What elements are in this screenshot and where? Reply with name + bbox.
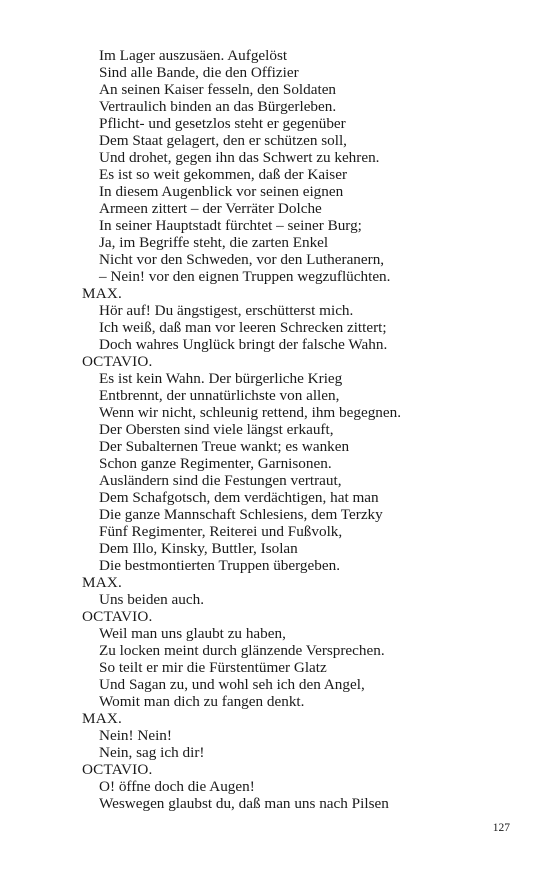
verse-line: Uns beiden auch. (99, 591, 205, 608)
verse-line: Dem Illo, Kinsky, Buttler, Isolan (99, 540, 298, 557)
verse-line: In seiner Hauptstadt fürchtet – seiner Burg; (99, 217, 362, 234)
verse-line: Dem Schafgotsch, dem verdächtigen, hat man (99, 489, 379, 506)
verse-line: An seinen Kaiser fesseln, den Soldaten (99, 81, 337, 98)
speaker-name: OCTAVIO. (82, 608, 153, 625)
verse-line: Fünf Regimenter, Reiterei und Fußvolk, (99, 523, 343, 540)
verse-line: Und Sagan zu, und wohl seh ich den Angel, (99, 676, 365, 693)
speaker-name: MAX. (82, 574, 123, 591)
page-number: 127 (492, 822, 510, 834)
play-text (82, 47, 522, 812)
verse-line: Nein! Nein! (99, 727, 172, 744)
verse-line: Zu locken meint durch glänzende Versprechen. (99, 642, 385, 659)
verse-line: Ausländern sind die Festungen vertraut, (99, 472, 342, 489)
verse-line: Wenn wir nicht, schleunig rettend, ihm begegnen. (99, 404, 402, 421)
verse-line: Weil man uns glaubt zu haben, (99, 625, 286, 642)
verse-line: – Nein! vor den eignen Truppen wegzuflüchten. (99, 268, 391, 285)
verse-line: Der Obersten sind viele längst erkauft, (99, 421, 334, 438)
verse-line: Und drohet, gegen ihn das Schwert zu kehren. (99, 149, 380, 166)
verse-line: Die ganze Mannschaft Schlesiens, dem Terzky (99, 506, 383, 523)
verse-line: Pflicht- und gesetzlos steht er gegenüber (99, 115, 346, 132)
verse-line: Dem Staat gelagert, den er schützen soll, (99, 132, 347, 149)
verse-line: Sind alle Bande, die den Offizier (99, 64, 299, 81)
verse-line: Schon ganze Regimenter, Garnisonen. (99, 455, 332, 472)
verse-line: Es ist kein Wahn. Der bürgerliche Krieg (99, 370, 343, 387)
verse-line: Womit man dich zu fangen denkt. (99, 693, 305, 710)
verse-line: Ich weiß, daß man vor leeren Schrecken zittert; (99, 319, 387, 336)
speaker-name: OCTAVIO. (82, 353, 153, 370)
verse-line: Nicht vor den Schweden, vor den Lutheranern, (99, 251, 385, 268)
verse-line: Der Subalternen Treue wankt; es wanken (99, 438, 350, 455)
verse-line: Die bestmontierten Truppen übergeben. (99, 557, 340, 574)
verse-line: O! öffne doch die Augen! (99, 778, 255, 795)
speaker-name: MAX. (82, 710, 123, 727)
speaker-name: MAX. (82, 285, 123, 302)
verse-line: Nein, sag ich dir! (99, 744, 205, 761)
verse-line: Im Lager auszusäen. Aufgelöst (99, 47, 288, 64)
verse-line: So teilt er mir die Fürstentümer Glatz (99, 659, 327, 676)
verse-line: In diesem Augenblick vor seinen eignen (99, 183, 344, 200)
verse-line: Armeen zittert – der Verräter Dolche (99, 200, 322, 217)
verse-line: Es ist so weit gekommen, daß der Kaiser (99, 166, 348, 183)
verse-line: Ja, im Begriffe steht, die zarten Enkel (99, 234, 329, 251)
verse-line: Entbrennt, der unnatürlichste von allen, (99, 387, 340, 404)
verse-line: Weswegen glaubst du, daß man uns nach Pilsen (99, 795, 389, 812)
speaker-name: OCTAVIO. (82, 761, 153, 778)
verse-line: Doch wahres Unglück bringt der falsche Wahn. (99, 336, 388, 353)
verse-line: Hör auf! Du ängstigest, erschütterst mich. (99, 302, 354, 319)
verse-line: Vertraulich binden an das Bürgerleben. (99, 98, 337, 115)
